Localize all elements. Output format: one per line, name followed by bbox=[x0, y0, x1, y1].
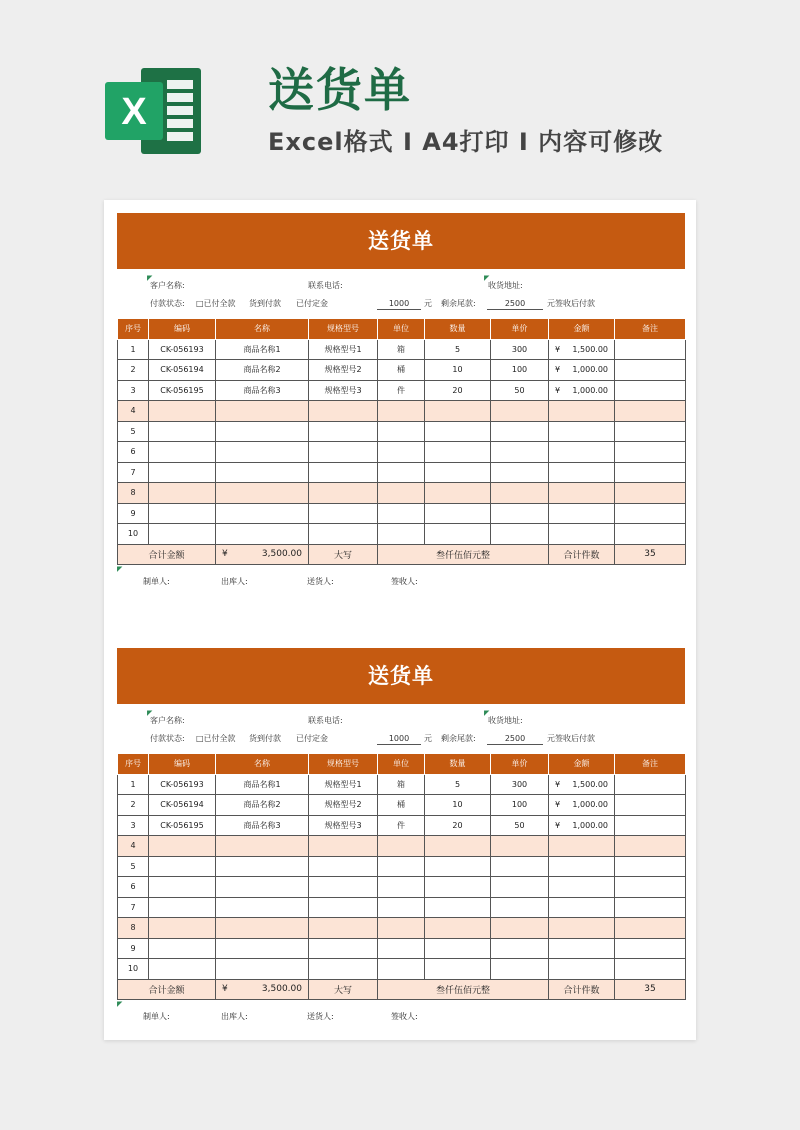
item-code[interactable] bbox=[149, 442, 216, 463]
table-header-row bbox=[118, 754, 686, 775]
item-price[interactable]: 50 bbox=[491, 815, 549, 836]
table-row bbox=[118, 339, 686, 360]
signature-row bbox=[117, 1000, 685, 1028]
item-qty[interactable]: 20 bbox=[425, 380, 491, 401]
item-code[interactable] bbox=[149, 401, 216, 422]
item-code[interactable] bbox=[149, 918, 216, 939]
row-number: 10 bbox=[118, 524, 149, 545]
item-code[interactable] bbox=[149, 938, 216, 959]
item-qty[interactable]: 5 bbox=[425, 774, 491, 795]
sign-receipt-label: 元签收后付款 bbox=[547, 734, 595, 743]
item-code[interactable]: CK-056195 bbox=[149, 380, 216, 401]
col-header: 序号 bbox=[118, 754, 149, 775]
item-price[interactable] bbox=[491, 836, 549, 857]
col-header: 金额 bbox=[549, 754, 615, 775]
row-number: 3 bbox=[118, 815, 149, 836]
delivery-form-1 bbox=[117, 213, 685, 593]
item-code[interactable]: CK-056193 bbox=[149, 339, 216, 360]
item-unit[interactable] bbox=[378, 918, 425, 939]
page-subtitle: Excel格式 I A4打印 I 内容可修改 bbox=[268, 128, 664, 156]
total-label: 合计金额 bbox=[118, 979, 216, 1000]
caps-label: 大写 bbox=[309, 544, 378, 565]
item-price[interactable] bbox=[491, 959, 549, 980]
form-info-block bbox=[117, 704, 685, 753]
item-name[interactable] bbox=[216, 918, 309, 939]
row-number: 2 bbox=[118, 360, 149, 381]
item-code[interactable]: CK-056194 bbox=[149, 795, 216, 816]
item-note[interactable] bbox=[615, 836, 686, 857]
col-header: 单价 bbox=[491, 319, 549, 340]
item-note[interactable] bbox=[615, 380, 686, 401]
item-unit[interactable] bbox=[378, 483, 425, 504]
item-amount[interactable] bbox=[549, 503, 615, 524]
deposit-paid-label: 已付定金 bbox=[296, 734, 328, 743]
table-row bbox=[118, 836, 686, 857]
maker-label: 制单人: bbox=[143, 1012, 170, 1021]
item-note[interactable] bbox=[615, 938, 686, 959]
item-note[interactable] bbox=[615, 483, 686, 504]
total-row bbox=[118, 544, 686, 565]
item-qty[interactable] bbox=[425, 856, 491, 877]
count-label: 合计件数 bbox=[549, 979, 615, 1000]
item-spec[interactable] bbox=[309, 877, 378, 898]
cell-marker-icon: ◤ bbox=[484, 709, 490, 717]
item-code[interactable] bbox=[149, 483, 216, 504]
item-code[interactable] bbox=[149, 503, 216, 524]
address-label: 收货地址: bbox=[488, 281, 523, 290]
item-unit[interactable] bbox=[378, 856, 425, 877]
table-row bbox=[118, 503, 686, 524]
item-unit[interactable] bbox=[378, 401, 425, 422]
item-unit[interactable] bbox=[378, 938, 425, 959]
item-note[interactable] bbox=[615, 774, 686, 795]
item-unit[interactable]: 件 bbox=[378, 815, 425, 836]
item-price[interactable] bbox=[491, 503, 549, 524]
item-amount[interactable] bbox=[549, 918, 615, 939]
item-unit[interactable] bbox=[378, 897, 425, 918]
item-spec[interactable] bbox=[309, 462, 378, 483]
balance-amount-field[interactable]: 2500 bbox=[487, 299, 543, 310]
item-unit[interactable] bbox=[378, 959, 425, 980]
item-qty[interactable]: 20 bbox=[425, 815, 491, 836]
row-number: 6 bbox=[118, 877, 149, 898]
item-amount[interactable] bbox=[549, 442, 615, 463]
item-name[interactable]: 商品名称3 bbox=[216, 380, 309, 401]
item-note[interactable] bbox=[615, 795, 686, 816]
item-name[interactable] bbox=[216, 462, 309, 483]
row-number: 10 bbox=[118, 959, 149, 980]
paid-all-checkbox[interactable]: □已付全款 bbox=[196, 734, 236, 743]
item-name[interactable] bbox=[216, 421, 309, 442]
item-amount[interactable] bbox=[549, 462, 615, 483]
item-spec[interactable]: 规格型号1 bbox=[309, 339, 378, 360]
col-header: 单价 bbox=[491, 754, 549, 775]
item-code[interactable] bbox=[149, 897, 216, 918]
table-row bbox=[118, 897, 686, 918]
item-name[interactable] bbox=[216, 836, 309, 857]
item-spec[interactable]: 规格型号2 bbox=[309, 360, 378, 381]
item-unit[interactable] bbox=[378, 442, 425, 463]
item-note[interactable] bbox=[615, 815, 686, 836]
item-name[interactable]: 商品名称1 bbox=[216, 339, 309, 360]
item-price[interactable] bbox=[491, 421, 549, 442]
excel-icon bbox=[103, 62, 205, 160]
warehouse-label: 出库人: bbox=[221, 577, 248, 586]
item-unit[interactable]: 箱 bbox=[378, 339, 425, 360]
col-header: 编码 bbox=[149, 754, 216, 775]
warehouse-label: 出库人: bbox=[221, 1012, 248, 1021]
item-qty[interactable] bbox=[425, 483, 491, 504]
pay-status-label: 付款状态: bbox=[150, 734, 185, 743]
form-banner-title: 送货单 bbox=[117, 213, 685, 269]
item-name[interactable] bbox=[216, 442, 309, 463]
table-row bbox=[118, 918, 686, 939]
item-qty[interactable] bbox=[425, 401, 491, 422]
count-label: 合计件数 bbox=[549, 544, 615, 565]
form-banner-title: 送货单 bbox=[117, 648, 685, 704]
col-header: 数量 bbox=[425, 754, 491, 775]
item-unit[interactable]: 桶 bbox=[378, 795, 425, 816]
table-row bbox=[118, 959, 686, 980]
item-name[interactable] bbox=[216, 856, 309, 877]
table-row bbox=[118, 442, 686, 463]
paid-all-checkbox[interactable]: □已付全款 bbox=[196, 299, 236, 308]
col-header: 名称 bbox=[216, 319, 309, 340]
item-qty[interactable] bbox=[425, 462, 491, 483]
table-row bbox=[118, 380, 686, 401]
row-number: 8 bbox=[118, 483, 149, 504]
cell-marker-icon: ◤ bbox=[117, 1000, 123, 1008]
row-number: 5 bbox=[118, 856, 149, 877]
table-row bbox=[118, 774, 686, 795]
delivery-person-label: 送货人: bbox=[307, 1012, 334, 1021]
item-code[interactable] bbox=[149, 856, 216, 877]
balance-label: 剩余尾款: bbox=[441, 299, 476, 308]
item-spec[interactable] bbox=[309, 938, 378, 959]
item-price[interactable] bbox=[491, 877, 549, 898]
goods-paid-checkbox[interactable]: 货到付款 bbox=[249, 734, 281, 743]
item-qty[interactable]: 5 bbox=[425, 339, 491, 360]
col-header: 编码 bbox=[149, 319, 216, 340]
table-row bbox=[118, 360, 686, 381]
row-number: 1 bbox=[118, 339, 149, 360]
table-row bbox=[118, 401, 686, 422]
item-amount[interactable]: ¥ 1,000.00 bbox=[549, 360, 615, 381]
item-unit[interactable]: 桶 bbox=[378, 360, 425, 381]
total-amount[interactable]: ¥ 3,500.00 bbox=[216, 544, 309, 565]
cell-marker-icon: ◤ bbox=[147, 709, 153, 717]
item-spec[interactable] bbox=[309, 442, 378, 463]
item-code[interactable] bbox=[149, 421, 216, 442]
row-number: 7 bbox=[118, 897, 149, 918]
item-qty[interactable] bbox=[425, 442, 491, 463]
table-row bbox=[118, 877, 686, 898]
receiver-label: 签收人: bbox=[391, 577, 418, 586]
item-qty[interactable] bbox=[425, 524, 491, 545]
total-row bbox=[118, 979, 686, 1000]
table-row bbox=[118, 815, 686, 836]
excel-icon-letter: X bbox=[121, 91, 147, 133]
balance-amount-field[interactable]: 2500 bbox=[487, 734, 543, 745]
col-header: 数量 bbox=[425, 319, 491, 340]
row-number: 6 bbox=[118, 442, 149, 463]
item-qty[interactable] bbox=[425, 836, 491, 857]
item-spec[interactable]: 规格型号2 bbox=[309, 795, 378, 816]
item-price[interactable] bbox=[491, 938, 549, 959]
item-note[interactable] bbox=[615, 959, 686, 980]
goods-paid-checkbox[interactable]: 货到付款 bbox=[249, 299, 281, 308]
item-code[interactable] bbox=[149, 877, 216, 898]
total-label: 合计金额 bbox=[118, 544, 216, 565]
item-note[interactable] bbox=[615, 442, 686, 463]
item-spec[interactable] bbox=[309, 856, 378, 877]
item-name[interactable]: 商品名称2 bbox=[216, 360, 309, 381]
item-qty[interactable]: 10 bbox=[425, 360, 491, 381]
col-header: 备注 bbox=[615, 319, 686, 340]
item-amount[interactable] bbox=[549, 836, 615, 857]
item-unit[interactable] bbox=[378, 524, 425, 545]
row-number: 4 bbox=[118, 836, 149, 857]
item-spec[interactable] bbox=[309, 897, 378, 918]
col-header: 金额 bbox=[549, 319, 615, 340]
item-spec[interactable] bbox=[309, 524, 378, 545]
item-amount[interactable] bbox=[549, 401, 615, 422]
item-code[interactable]: CK-056193 bbox=[149, 774, 216, 795]
item-amount[interactable] bbox=[549, 877, 615, 898]
row-number: 5 bbox=[118, 421, 149, 442]
goods-table bbox=[117, 753, 686, 1000]
item-spec[interactable] bbox=[309, 503, 378, 524]
deposit-amount-field[interactable]: 1000 bbox=[377, 299, 421, 310]
caps-label: 大写 bbox=[309, 979, 378, 1000]
item-price[interactable] bbox=[491, 483, 549, 504]
total-count[interactable]: 35 bbox=[615, 979, 686, 1000]
row-number: 9 bbox=[118, 938, 149, 959]
phone-label: 联系电话: bbox=[308, 716, 343, 725]
col-header: 单位 bbox=[378, 754, 425, 775]
item-price[interactable]: 300 bbox=[491, 339, 549, 360]
item-spec[interactable] bbox=[309, 959, 378, 980]
item-qty[interactable]: 10 bbox=[425, 795, 491, 816]
cell-marker-icon: ◤ bbox=[147, 274, 153, 282]
table-row bbox=[118, 524, 686, 545]
item-name[interactable] bbox=[216, 897, 309, 918]
item-unit[interactable]: 箱 bbox=[378, 774, 425, 795]
col-header: 名称 bbox=[216, 754, 309, 775]
item-amount[interactable] bbox=[549, 856, 615, 877]
page-header bbox=[0, 0, 800, 200]
deposit-paid-label: 已付定金 bbox=[296, 299, 328, 308]
item-price[interactable] bbox=[491, 856, 549, 877]
item-amount[interactable] bbox=[549, 483, 615, 504]
item-amount[interactable] bbox=[549, 938, 615, 959]
goods-table bbox=[117, 318, 686, 565]
item-note[interactable] bbox=[615, 897, 686, 918]
item-price[interactable]: 50 bbox=[491, 380, 549, 401]
item-qty[interactable] bbox=[425, 959, 491, 980]
yuan-unit-label: 元 bbox=[424, 734, 432, 743]
item-amount[interactable]: ¥ 1,000.00 bbox=[549, 815, 615, 836]
row-number: 2 bbox=[118, 795, 149, 816]
deposit-amount-field[interactable]: 1000 bbox=[377, 734, 421, 745]
item-spec[interactable]: 规格型号3 bbox=[309, 815, 378, 836]
row-number: 1 bbox=[118, 774, 149, 795]
item-spec[interactable]: 规格型号3 bbox=[309, 380, 378, 401]
paper-sheet bbox=[104, 200, 696, 1040]
customer-label: 客户名称: bbox=[150, 716, 185, 725]
cell-marker-icon: ◤ bbox=[484, 274, 490, 282]
item-price[interactable] bbox=[491, 442, 549, 463]
item-amount[interactable] bbox=[549, 897, 615, 918]
item-qty[interactable] bbox=[425, 938, 491, 959]
item-unit[interactable] bbox=[378, 421, 425, 442]
address-label: 收货地址: bbox=[488, 716, 523, 725]
col-header: 规格型号 bbox=[309, 754, 378, 775]
item-qty[interactable] bbox=[425, 918, 491, 939]
row-number: 7 bbox=[118, 462, 149, 483]
item-qty[interactable] bbox=[425, 897, 491, 918]
row-number: 4 bbox=[118, 401, 149, 422]
item-price[interactable]: 300 bbox=[491, 774, 549, 795]
item-spec[interactable] bbox=[309, 483, 378, 504]
table-body bbox=[118, 774, 686, 979]
col-header: 单位 bbox=[378, 319, 425, 340]
item-code[interactable]: CK-056195 bbox=[149, 815, 216, 836]
item-spec[interactable] bbox=[309, 918, 378, 939]
item-qty[interactable] bbox=[425, 877, 491, 898]
caps-value[interactable]: 叁仟伍佰元整 bbox=[378, 544, 549, 565]
item-name[interactable] bbox=[216, 503, 309, 524]
receiver-label: 签收人: bbox=[391, 1012, 418, 1021]
table-row bbox=[118, 795, 686, 816]
total-count[interactable]: 35 bbox=[615, 544, 686, 565]
item-note[interactable] bbox=[615, 524, 686, 545]
item-price[interactable] bbox=[491, 524, 549, 545]
item-amount[interactable]: ¥ 1,000.00 bbox=[549, 795, 615, 816]
item-code[interactable] bbox=[149, 462, 216, 483]
cell-marker-icon: ◤ bbox=[117, 565, 123, 573]
table-row bbox=[118, 462, 686, 483]
item-note[interactable] bbox=[615, 918, 686, 939]
caps-value[interactable]: 叁仟伍佰元整 bbox=[378, 979, 549, 1000]
item-price[interactable] bbox=[491, 897, 549, 918]
table-row bbox=[118, 421, 686, 442]
item-name[interactable]: 商品名称2 bbox=[216, 795, 309, 816]
item-code[interactable] bbox=[149, 959, 216, 980]
table-row bbox=[118, 483, 686, 504]
item-price[interactable] bbox=[491, 401, 549, 422]
col-header: 序号 bbox=[118, 319, 149, 340]
item-name[interactable] bbox=[216, 483, 309, 504]
item-amount[interactable]: ¥ 1,000.00 bbox=[549, 380, 615, 401]
item-price[interactable] bbox=[491, 462, 549, 483]
item-note[interactable] bbox=[615, 856, 686, 877]
item-name[interactable] bbox=[216, 938, 309, 959]
item-spec[interactable]: 规格型号1 bbox=[309, 774, 378, 795]
delivery-form-2 bbox=[117, 648, 685, 1028]
item-price[interactable]: 100 bbox=[491, 360, 549, 381]
delivery-person-label: 送货人: bbox=[307, 577, 334, 586]
row-number: 8 bbox=[118, 918, 149, 939]
customer-label: 客户名称: bbox=[150, 281, 185, 290]
item-note[interactable] bbox=[615, 421, 686, 442]
item-code[interactable]: CK-056194 bbox=[149, 360, 216, 381]
total-amount[interactable]: ¥ 3,500.00 bbox=[216, 979, 309, 1000]
item-note[interactable] bbox=[615, 877, 686, 898]
item-qty[interactable] bbox=[425, 421, 491, 442]
item-amount[interactable]: ¥ 1,500.00 bbox=[549, 774, 615, 795]
table-body bbox=[118, 339, 686, 544]
item-price[interactable] bbox=[491, 918, 549, 939]
page-title: 送货单 bbox=[268, 63, 412, 117]
item-unit[interactable]: 件 bbox=[378, 380, 425, 401]
item-name[interactable] bbox=[216, 524, 309, 545]
sign-receipt-label: 元签收后付款 bbox=[547, 299, 595, 308]
item-amount[interactable]: ¥ 1,500.00 bbox=[549, 339, 615, 360]
item-name[interactable] bbox=[216, 401, 309, 422]
item-note[interactable] bbox=[615, 462, 686, 483]
table-header-row bbox=[118, 319, 686, 340]
item-amount[interactable] bbox=[549, 524, 615, 545]
balance-label: 剩余尾款: bbox=[441, 734, 476, 743]
maker-label: 制单人: bbox=[143, 577, 170, 586]
phone-label: 联系电话: bbox=[308, 281, 343, 290]
item-code[interactable] bbox=[149, 524, 216, 545]
item-spec[interactable] bbox=[309, 421, 378, 442]
form-info-block bbox=[117, 269, 685, 318]
item-name[interactable]: 商品名称1 bbox=[216, 774, 309, 795]
table-row bbox=[118, 938, 686, 959]
row-number: 3 bbox=[118, 380, 149, 401]
item-unit[interactable] bbox=[378, 503, 425, 524]
item-price[interactable]: 100 bbox=[491, 795, 549, 816]
item-name[interactable] bbox=[216, 959, 309, 980]
col-header: 规格型号 bbox=[309, 319, 378, 340]
col-header: 备注 bbox=[615, 754, 686, 775]
item-amount[interactable] bbox=[549, 959, 615, 980]
item-spec[interactable] bbox=[309, 836, 378, 857]
item-spec[interactable] bbox=[309, 401, 378, 422]
item-qty[interactable] bbox=[425, 503, 491, 524]
table-row bbox=[118, 856, 686, 877]
item-note[interactable] bbox=[615, 503, 686, 524]
item-note[interactable] bbox=[615, 401, 686, 422]
item-amount[interactable] bbox=[549, 421, 615, 442]
item-unit[interactable] bbox=[378, 877, 425, 898]
item-note[interactable] bbox=[615, 339, 686, 360]
row-number: 9 bbox=[118, 503, 149, 524]
item-unit[interactable] bbox=[378, 462, 425, 483]
item-unit[interactable] bbox=[378, 836, 425, 857]
yuan-unit-label: 元 bbox=[424, 299, 432, 308]
item-note[interactable] bbox=[615, 360, 686, 381]
item-code[interactable] bbox=[149, 836, 216, 857]
item-name[interactable]: 商品名称3 bbox=[216, 815, 309, 836]
signature-row bbox=[117, 565, 685, 593]
item-name[interactable] bbox=[216, 877, 309, 898]
pay-status-label: 付款状态: bbox=[150, 299, 185, 308]
